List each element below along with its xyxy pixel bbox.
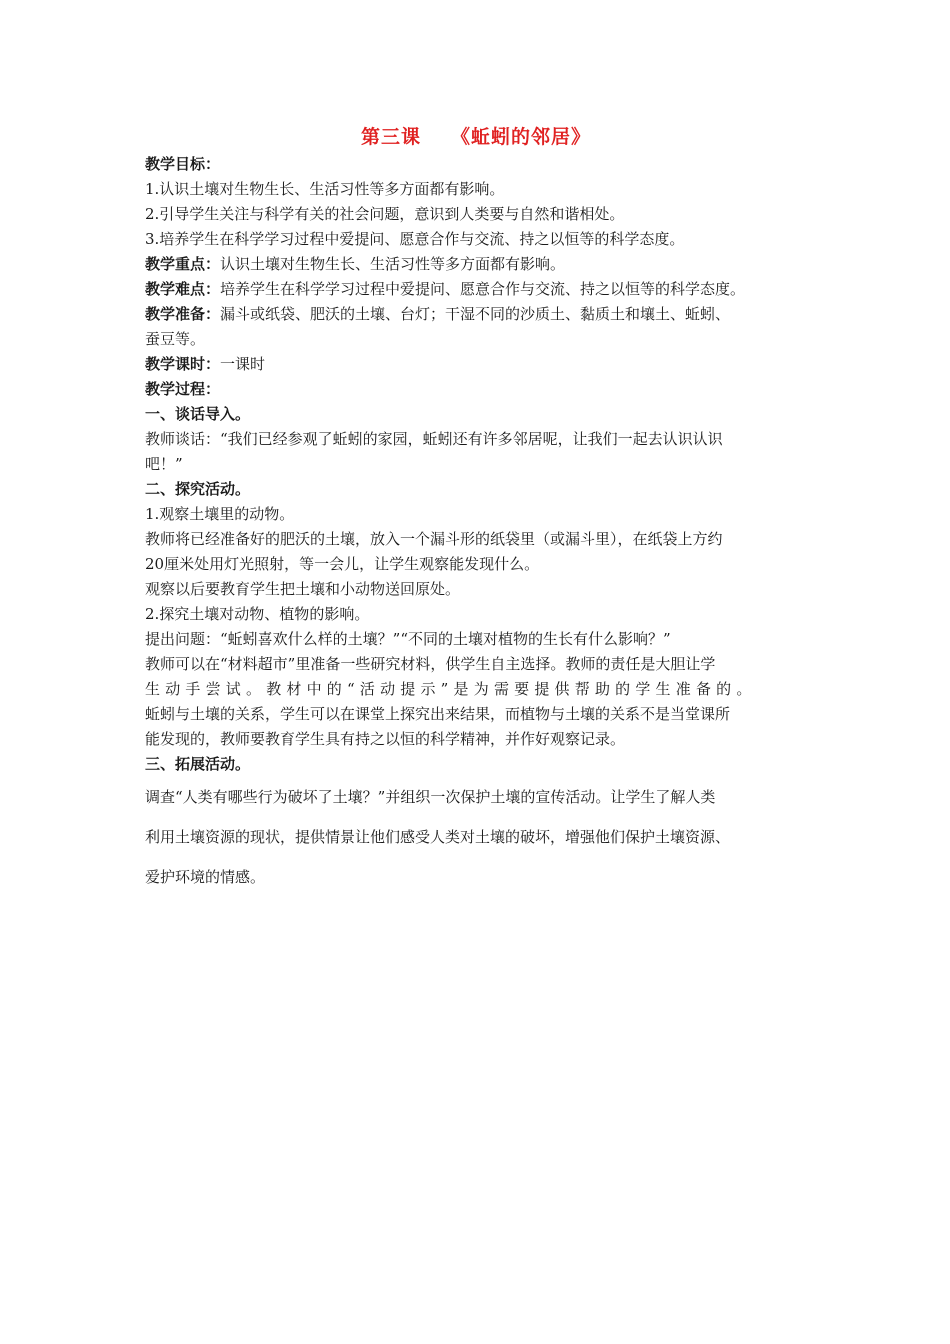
key-point-text: 认识土壤对生物生长、生活习性等多方面都有影响。 (220, 255, 566, 273)
preparation-text-1: 漏斗或纸袋、肥沃的土壤、台灯；干湿不同的沙质土、黏质土和壤土、蚯蚓、 (220, 305, 731, 323)
section-2-para-4-line-4: 能发现的，教师要教育学生具有持之以恒的科学精神，并作好观察记录。 (145, 730, 626, 748)
document-page (145, 122, 807, 897)
section-2-para-1-line-1: 教师将已经准备好的肥沃的土壤，放入一个漏斗形的纸袋里（或漏斗里），在纸袋上方约 (145, 530, 723, 548)
duration-label: 教学课时： (145, 355, 221, 373)
preparation (145, 302, 807, 327)
difficulty-label: 教学难点： (145, 280, 221, 298)
objective-item-1: 1.认识土壤对生物生长、生活习性等多方面都有影响。 (145, 180, 505, 198)
section-2-para-3: 提出问题：“蚯蚓喜欢什么样的土壤？”“不同的土壤对植物的生长有什么影响？” (145, 630, 671, 648)
lesson-title (145, 122, 807, 152)
key-point (145, 252, 807, 277)
section-2-para-4-line-2: 生动手尝试。教材中的“活动提示”是为需要提供帮助的学生准备的。 (145, 680, 757, 698)
lesson-name: 《蚯蚓的邻居》 (451, 126, 592, 148)
section-3-line-3: 爱护环境的情感。 (145, 868, 266, 886)
section-3-line-2: 利用土壤资源的现状，提供情景让他们感受人类对土壤的破坏，增强他们保护土壤资源、 (145, 828, 731, 846)
difficulty (145, 277, 807, 302)
objective-item-2: 2.引导学生关注与科学有关的社会问题，意识到人类要与自然和谐相处。 (145, 205, 625, 223)
duration (145, 352, 807, 377)
section-2-para-1-line-2: 20厘米处用灯光照射，等一会儿，让学生观察能发现什么。 (145, 555, 540, 573)
preparation-label: 教学准备： (145, 305, 221, 323)
section-2-sub-2: 2.探究土壤对动物、植物的影响。 (145, 605, 370, 623)
section-1-line-2: 吧！” (145, 455, 183, 473)
section-2-para-4-line-3: 蚯蚓与土壤的关系，学生可以在课堂上探究出来结果，而植物与土壤的关系不是当堂课所 (145, 705, 731, 723)
section-1-line-1: 教师谈话：“我们已经参观了蚯蚓的家园，蚯蚓还有许多邻居呢，让我们一起去认识认识 (145, 430, 723, 448)
section-2-para-4-line-1: 教师可以在“材料超市”里准备一些研究材料，供学生自主选择。教师的责任是大胆让学 (145, 655, 716, 673)
objective-item-3: 3.培养学生在科学学习过程中爱提问、愿意合作与交流、持之以恒等的科学态度。 (145, 230, 685, 248)
duration-text: 一课时 (220, 355, 266, 373)
section-3-heading: 三、拓展活动。 (145, 755, 251, 773)
preparation-text-2: 蚕豆等。 (145, 330, 206, 348)
key-point-label: 教学重点： (145, 255, 221, 273)
section-3-line-1: 调查“人类有哪些行为破坏了土壤？”并组织一次保护土壤的宣传活动。让学生了解人类 (145, 788, 716, 806)
section-2-heading: 二、探究活动。 (145, 480, 251, 498)
section-2-para-2: 观察以后要教育学生把土壤和小动物送回原处。 (145, 580, 461, 598)
section-2-sub-1: 1.观察土壤里的动物。 (145, 505, 295, 523)
difficulty-text: 培养学生在科学学习过程中爱提问、愿意合作与交流、持之以恒等的科学态度。 (220, 280, 746, 298)
lesson-number: 第三课 (360, 126, 421, 148)
process-heading: 教学过程： (145, 380, 221, 398)
section-1-heading: 一、谈话导入。 (145, 405, 251, 423)
objectives-heading: 教学目标： (145, 155, 221, 173)
